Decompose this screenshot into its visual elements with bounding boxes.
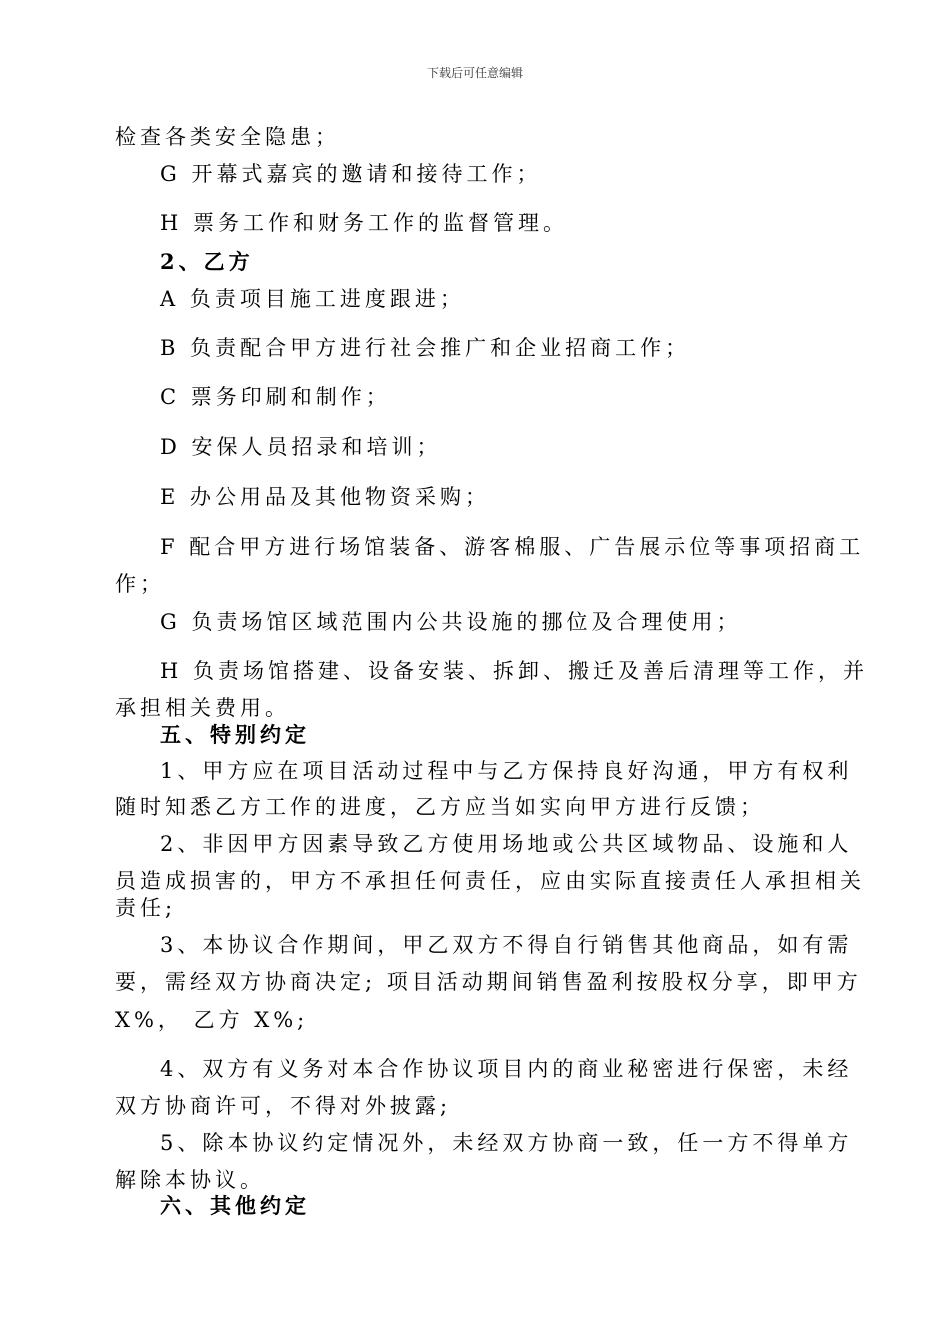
text-line: 随时知悉乙方工作的进度，乙方应当如实向甲方进行反馈； [115, 795, 765, 819]
text-line: X%， 乙方 X%; [115, 1008, 309, 1032]
text-line: D 安保人员招录和培训； [160, 435, 442, 459]
text-line: 员造成损害的，甲方不承担任何责任，应由实际直接责任人承担相关 [115, 869, 865, 893]
text-line: 1、甲方应在项目活动过程中与乙方保持良好沟通，甲方有权利 [160, 759, 853, 783]
text-line: G 开幕式嘉宾的邀请和接待工作； [160, 162, 542, 186]
page-header: 下载后可任意编辑 [426, 66, 523, 80]
text-line: H 负责场馆搭建、设备安装、拆卸、搬迁及善后清理等工作，并 [160, 659, 868, 683]
section-heading: 六、其他约定 [160, 1193, 310, 1218]
text-line: 5、除本协议约定情况外，未经双方协商一致，任一方不得单方 [160, 1131, 853, 1155]
text-line: 作； [115, 572, 165, 596]
text-line: 3、本协议合作期间，甲乙双方不得自行销售其他商品，如有需 [160, 933, 853, 957]
text-line: 4、双方有义务对本合作协议项目内的商业秘密进行保密，未经 [160, 1057, 853, 1081]
text-line: E 办公用品及其他物资采购； [160, 485, 491, 509]
section-heading: 五、特别约定 [160, 722, 310, 747]
text-line: 2、非因甲方因素导致乙方使用场地或公共区域物品、设施和人 [160, 832, 853, 856]
text-line: 要，需经双方协商决定; 项目活动期间销售盈利按股权分享，即甲方 [115, 970, 862, 994]
section-heading: 2、乙方 [160, 249, 254, 274]
text-line: G 负责场馆区域范围内公共设施的挪位及合理使用； [160, 610, 742, 634]
text-line: C 票务印刷和制作； [160, 385, 391, 409]
text-line: 承担相关费用。 [115, 696, 290, 720]
text-line: 检查各类安全隐患； [115, 125, 340, 149]
text-line: 双方协商许可，不得对外披露; [115, 1094, 452, 1118]
text-line: 责任; [115, 896, 177, 920]
text-line: 解除本协议。 [115, 1168, 265, 1192]
text-line: A 负责项目施工进度跟进； [160, 287, 465, 311]
text-line: F 配合甲方进行场馆装备、游客棉服、广告展示位等事项招商工 [160, 535, 865, 559]
text-line: B 负责配合甲方进行社会推广和企业招商工作； [160, 336, 691, 360]
text-line: H 票务工作和财务工作的监督管理。 [160, 211, 568, 235]
